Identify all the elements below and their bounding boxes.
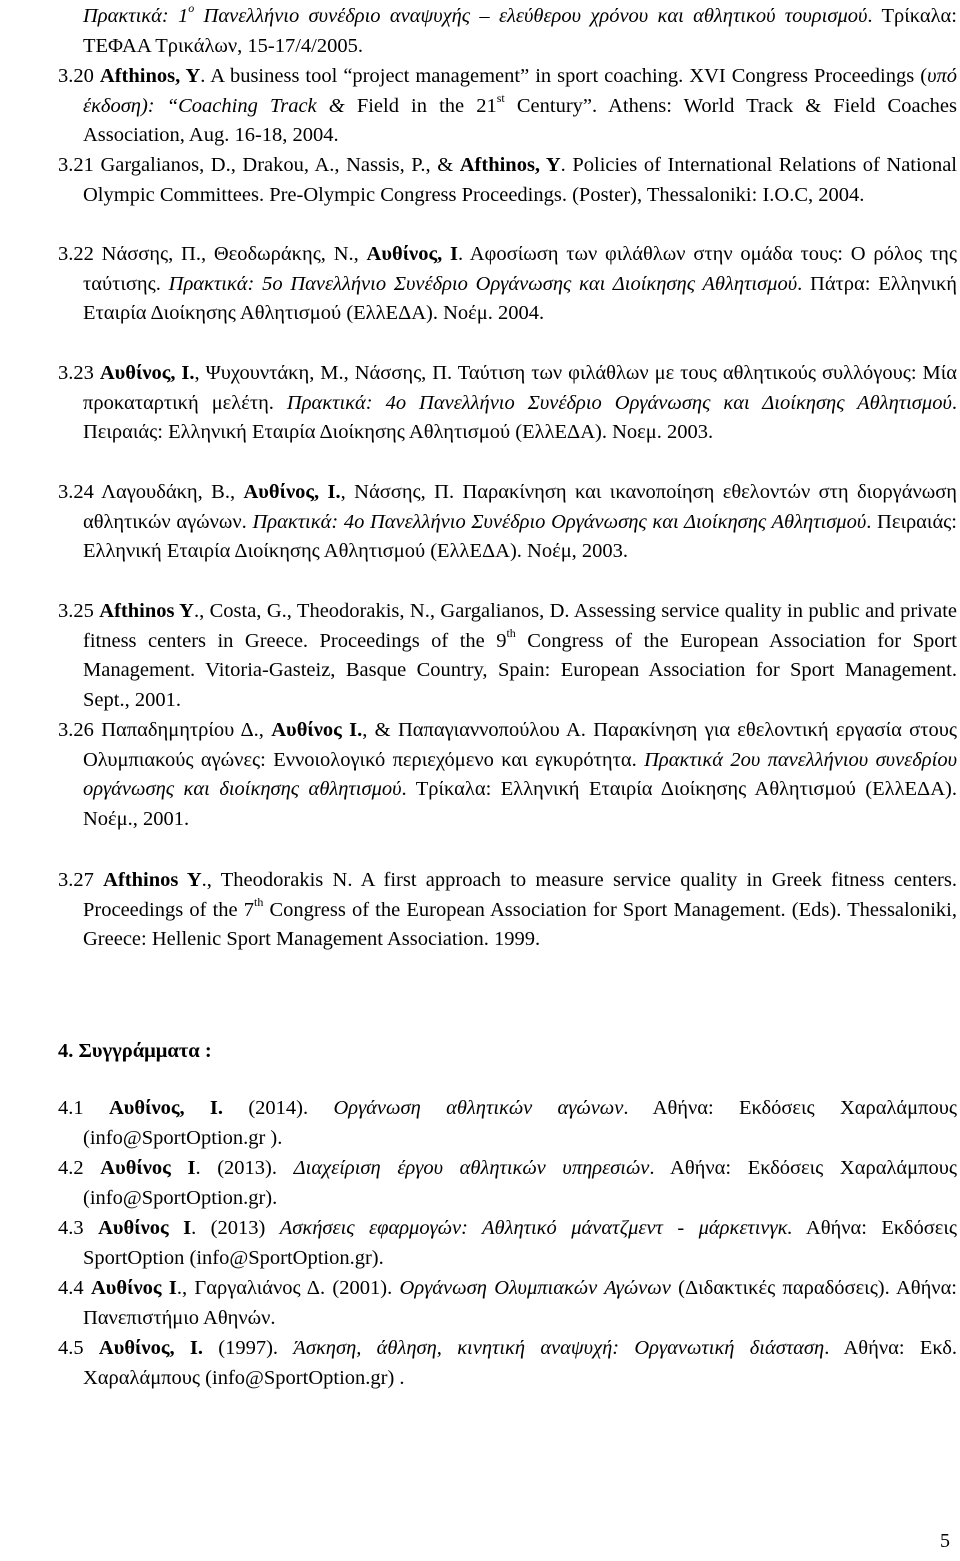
- reference-entry-3-27: [58, 866, 957, 955]
- reference-entry-4-2: [58, 1154, 957, 1213]
- reference-entry-3-21: [58, 151, 957, 210]
- text-segment: 4.2: [58, 1157, 101, 1179]
- text-segment: . Αθήνα: Εκδόσεις Χαραλάμπους (info@SportOption.gr ).: [83, 1097, 958, 1149]
- text-segment: Αυθίνος, Ι.: [108, 1097, 224, 1119]
- text-segment: Αυθίνος, Ι.: [98, 1337, 203, 1359]
- text-segment: 3.22 Νάσσης, Π., Θεοδωράκης, Ν.,: [58, 243, 367, 265]
- text-segment: Άσκηση, άθληση, κινητική αναψυχή: Οργανωτική διάσταση: [293, 1337, 825, 1359]
- text-segment: . Αθήνα: Εκδόσεις Χαραλάμπους (info@SportOption.gr).: [83, 1157, 957, 1209]
- text-segment: Αυθίνος Ι: [100, 1157, 196, 1179]
- text-segment: , & Παπαγιαννοπούλου Α. Παρακίνηση για εθελοντική εργασία στους Ολυμπιακούς αγώνες: Εννοιολογικό περιεχόμενο και εγκυρότητα.: [83, 719, 957, 771]
- text-segment: (2014).: [223, 1097, 334, 1119]
- text-segment: Afthinos, Y: [459, 154, 561, 176]
- text-segment: υπό έκδοση): “Coaching Track &: [83, 65, 958, 117]
- reference-entry-3-24: [58, 478, 957, 567]
- text-segment: 4.5: [58, 1337, 99, 1359]
- text-segment: 4.3: [58, 1217, 99, 1239]
- text-segment: 3.24 Λαγουδάκη, Β.,: [58, 481, 244, 503]
- text-segment: . (2013).: [195, 1157, 294, 1179]
- reference-entry-3-22: [58, 240, 957, 329]
- text-segment: . Πειραιάς: Ελληνική Εταιρία Διοίκησης Αθλητισμού (ΕλλΕΔΑ). Νοεμ. 2003.: [83, 391, 957, 444]
- text-segment: 3.26 Παπαδημητρίου Δ.,: [58, 719, 272, 741]
- text-segment: 4.4: [58, 1277, 91, 1299]
- text-segment: Αυθίνος, Ι: [366, 243, 458, 265]
- text-segment: Αυθίνος Ι: [90, 1277, 177, 1299]
- text-segment: (Διδακτικές παραδόσεις). Αθήνα: Πανεπιστήμιο Αθηνών.: [83, 1277, 958, 1329]
- text-segment: Πανελλήνιο συνέδριο αναψυχής – ελεύθερου χρόνου και αθλητικού τουρισμού: [194, 5, 868, 27]
- text-segment: Αυθίνος, Ι.: [99, 362, 195, 384]
- text-segment: Congress of the European Association for Sport Management. Vitoria-Gasteiz, Basque Country, Spain: European Association for Sport Management. Sept., 2001.: [83, 629, 957, 711]
- text-segment: ., Γαργαλιάνος Δ. (2001).: [176, 1277, 400, 1299]
- text-segment: Congress of the European Association for Sport Management. (Eds). Thessaloniki, Greece: Hellenic Sport Management Association. 1999.: [83, 898, 957, 951]
- superscript: th: [254, 894, 264, 909]
- text-segment: (1997).: [202, 1337, 294, 1359]
- text-segment: Πρακτικά: 5ο Πανελλήνιο Συνέδριο Οργάνωσης και Διοίκησης Αθλητισμού: [168, 272, 798, 295]
- text-segment: 3.27: [58, 869, 104, 891]
- superscript: th: [506, 625, 516, 640]
- text-segment: Century”. Athens: World Track & Field Coaches Association, Aug. 16-18, 2004.: [83, 94, 958, 147]
- text-segment: , Νάσσης, Π. Παρακίνηση και ικανοποίηση εθελοντών στη διοργάνωση αθλητικών αγώνων.: [83, 481, 958, 533]
- text-segment: Πρακτικά: 4ο Πανελλήνιο Συνέδριο Οργάνωσης και Διοίκησης Αθλητισμού: [286, 391, 952, 414]
- text-segment: , Ψυχουντάκη, Μ., Νάσσης, Π. Ταύτιση των φιλάθλων με τους αθλητικούς συλλόγους: Μία προκαταρτική μελέτη.: [83, 362, 957, 414]
- reference-entry-3-19-cont: [83, 2, 957, 61]
- reference-entry-3-25: [58, 597, 957, 715]
- text-segment: Field in the 21: [356, 94, 497, 117]
- text-segment: 3.23: [58, 362, 100, 384]
- text-segment: Αυθίνος Ι.: [271, 719, 363, 741]
- superscript: st: [496, 90, 505, 105]
- text-segment: ., Theodorakis N. A first approach to measure service quality in Greek fitness centers. Proceedings of the 7: [83, 869, 957, 921]
- text-segment: Afthinos Y: [99, 600, 194, 622]
- text-segment: 3.20: [58, 65, 100, 87]
- superscript: ο: [188, 1, 195, 16]
- text-segment: Πρακτικά: 4ο Πανελλήνιο Συνέδριο Οργάνωσης και Διοίκησης Αθλητισμού: [252, 510, 867, 533]
- text-segment: 3.25: [58, 600, 100, 622]
- text-segment: . Αθήνα: Εκδ. Χαραλάμπους (info@SportOption.gr) .: [83, 1337, 957, 1389]
- text-segment: . Τρίκαλα: ΤΕΦΑΑ Τρικάλων, 15-17/4/2005.: [83, 5, 957, 57]
- text-segment: . Αφοσίωση των φιλάθλων στην ομάδα τους: Ο ρόλος της ταύτισης.: [83, 243, 957, 295]
- text-segment: Αυθίνος Ι: [98, 1217, 192, 1239]
- reference-entry-3-23: [58, 359, 957, 448]
- text-segment: 3.21 Gargalianos, D., Drakou, A., Nassis, P., &: [58, 154, 460, 176]
- reference-entry-4-1: [58, 1094, 957, 1153]
- text-segment: Αυθίνος, Ι.: [243, 481, 341, 503]
- page-number: 5: [940, 1530, 950, 1552]
- text-segment: Πρακτικά 2ου πανελλήνιου συνεδρίου οργάνωσης και διοίκησης αθλητισμού: [83, 748, 957, 801]
- text-segment: Οργάνωση Ολυμπιακών Αγώνων: [399, 1277, 671, 1299]
- reference-entry-4-4: [58, 1274, 957, 1333]
- reference-entry-4-5: [58, 1334, 957, 1393]
- text-segment: . (2013): [191, 1217, 280, 1239]
- text-segment: . Πειραιάς: Ελληνική Εταιρία Διοίκησης Αθλητισμού (ΕλλΕΔΑ). Νοέμ, 2003.: [83, 510, 957, 563]
- text-segment: Afthinos Y: [103, 869, 202, 891]
- text-segment: Οργάνωση αθλητικών αγώνων: [333, 1097, 624, 1119]
- text-segment: Afthinos, Y: [99, 65, 201, 87]
- text-segment: . Πάτρα: Ελληνική Εταιρία Διοίκησης Αθλητισμού (ΕλλΕΔΑ). Νοέμ. 2004.: [83, 272, 957, 325]
- text-segment: Διαχείριση έργου αθλητικών υπηρεσιών: [293, 1157, 650, 1179]
- text-segment: 4.1: [58, 1097, 109, 1119]
- section-heading-books: 4. Συγγράμματα :: [58, 1040, 212, 1062]
- reference-entry-3-20: [58, 62, 957, 151]
- text-segment: Πρακτικά: 1: [83, 5, 189, 27]
- text-segment: . A business tool “project management” in sport coaching. XVI Congress Proceedings (: [200, 65, 928, 87]
- text-segment: . Τρίκαλα: Ελληνική Εταιρία Διοίκησης Αθλητισμού (ΕλλΕΔΑ). Νοέμ., 2001.: [83, 778, 957, 830]
- text-segment: . Policies of International Relations of National Olympic Committees. Pre-Olympic Congress Proceedings. (Poster), Thessaloniki: I.O.C, 2004.: [83, 154, 957, 206]
- text-segment: ., Costa, G., Theodorakis, N., Gargalianos, D. Assessing service quality in public and private fitness centers in Greece. Proceedings of the 9: [83, 600, 957, 652]
- reference-entry-4-3: [58, 1214, 957, 1273]
- reference-entry-3-26: [58, 716, 957, 834]
- text-segment: Αθήνα: Εκδόσεις SportOption (info@SportOption.gr).: [83, 1217, 957, 1269]
- text-segment: Ασκήσεις εφαρμογών: Αθλητικό μάνατζμεντ - μάρκετινγκ.: [279, 1217, 793, 1239]
